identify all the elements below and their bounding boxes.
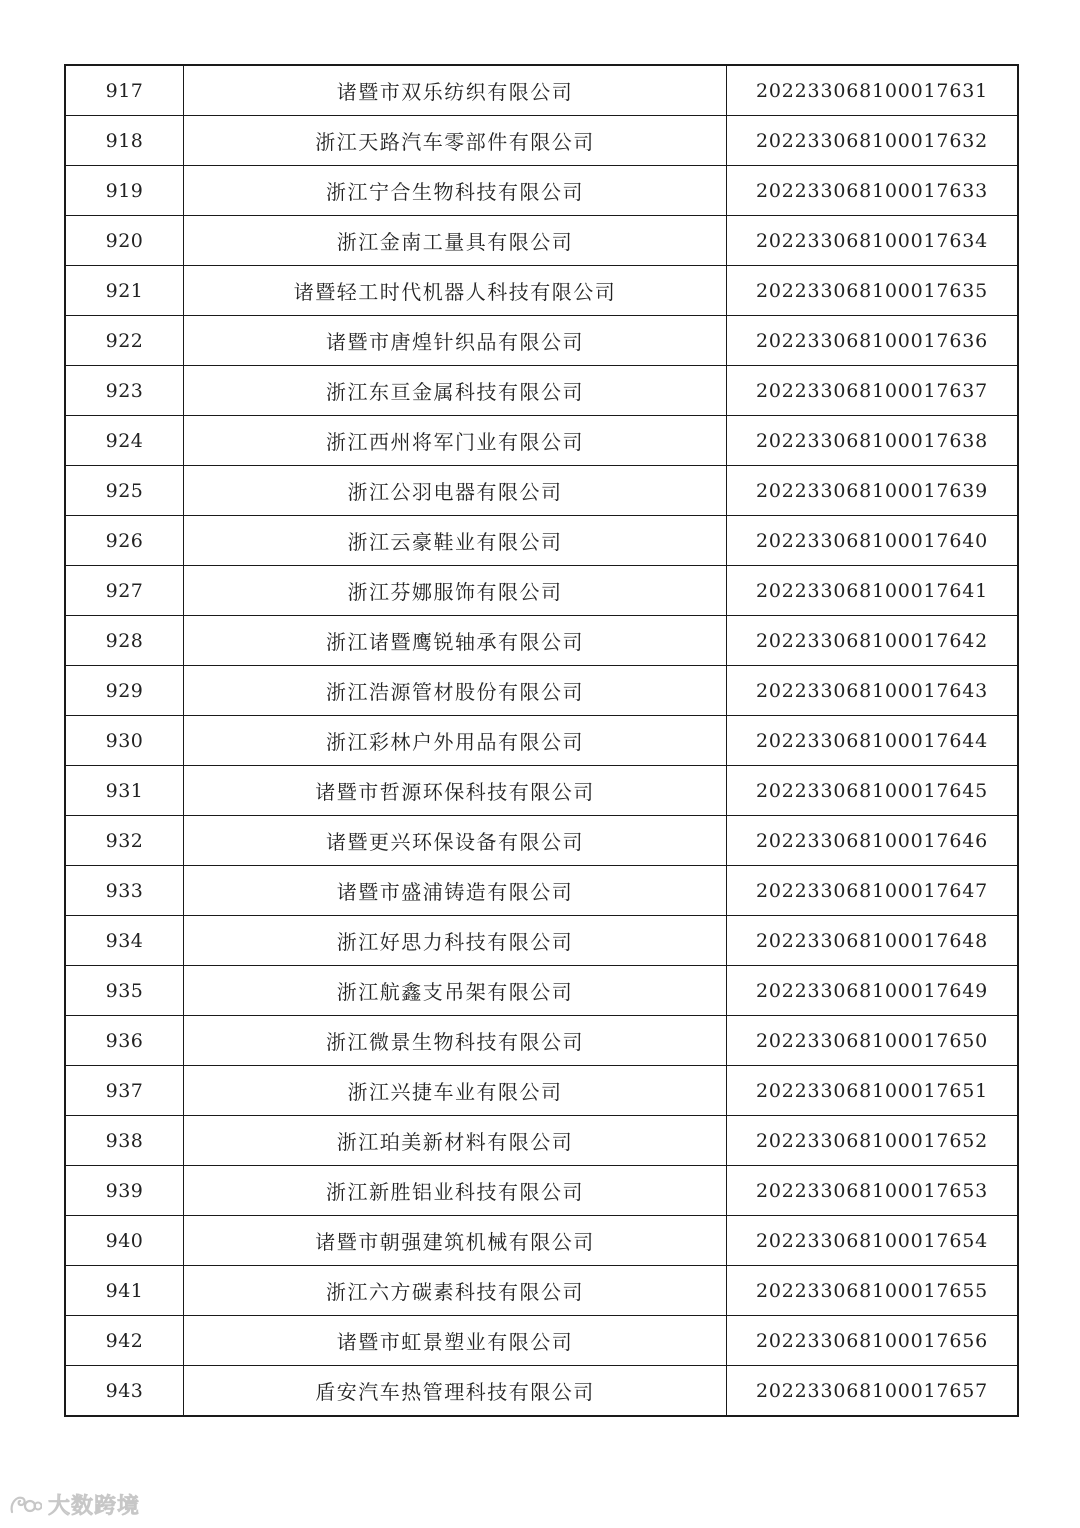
company-name-cell: 浙江芬娜服饰有限公司 <box>184 566 727 616</box>
serial-number-cell: 918 <box>65 116 184 166</box>
registration-code-cell: 202233068100017641 <box>727 566 1019 616</box>
registration-code-cell: 202233068100017650 <box>727 1016 1019 1066</box>
serial-number-cell: 933 <box>65 866 184 916</box>
company-name-cell: 浙江新胜铝业科技有限公司 <box>184 1166 727 1216</box>
table-row <box>65 1166 1018 1216</box>
table-row <box>65 816 1018 866</box>
registration-code-cell: 202233068100017653 <box>727 1166 1019 1216</box>
serial-number-cell: 939 <box>65 1166 184 1216</box>
serial-number-cell: 920 <box>65 216 184 266</box>
serial-number-cell: 924 <box>65 416 184 466</box>
company-name-cell: 浙江公羽电器有限公司 <box>184 466 727 516</box>
registration-code-cell: 202233068100017637 <box>727 366 1019 416</box>
table-row <box>65 1366 1018 1417</box>
company-name-cell: 诸暨轻工时代机器人科技有限公司 <box>184 266 727 316</box>
table-row <box>65 866 1018 916</box>
watermark-text: 大数跨境 <box>48 1494 141 1519</box>
registration-code-cell: 202233068100017634 <box>727 216 1019 266</box>
serial-number-cell: 934 <box>65 916 184 966</box>
registration-code-cell: 202233068100017640 <box>727 516 1019 566</box>
company-name-cell: 浙江天路汽车零部件有限公司 <box>184 116 727 166</box>
registration-code-cell: 202233068100017643 <box>727 666 1019 716</box>
table-row <box>65 1216 1018 1266</box>
table-row <box>65 716 1018 766</box>
registration-code-cell: 202233068100017638 <box>727 416 1019 466</box>
company-name-cell: 诸暨市虹景塑业有限公司 <box>184 1316 727 1366</box>
table-row <box>65 1116 1018 1166</box>
serial-number-cell: 943 <box>65 1366 184 1417</box>
company-registry-table <box>64 64 1019 1417</box>
table-row <box>65 566 1018 616</box>
table-row <box>65 266 1018 316</box>
registration-code-cell: 202233068100017656 <box>727 1316 1019 1366</box>
watermark <box>8 1489 140 1520</box>
table-row <box>65 916 1018 966</box>
registration-code-cell: 202233068100017632 <box>727 116 1019 166</box>
table-row <box>65 1266 1018 1316</box>
company-name-cell: 诸暨市盛浦铸造有限公司 <box>184 866 727 916</box>
table-row <box>65 466 1018 516</box>
serial-number-cell: 935 <box>65 966 184 1016</box>
table-row <box>65 166 1018 216</box>
registration-code-cell: 202233068100017639 <box>727 466 1019 516</box>
serial-number-cell: 923 <box>65 366 184 416</box>
table-row <box>65 216 1018 266</box>
table-row <box>65 416 1018 466</box>
registration-code-cell: 202233068100017635 <box>727 266 1019 316</box>
company-name-cell: 浙江西州将军门业有限公司 <box>184 416 727 466</box>
registration-code-cell: 202233068100017644 <box>727 716 1019 766</box>
table-body <box>65 65 1018 1416</box>
table-row <box>65 616 1018 666</box>
company-name-cell: 浙江云豪鞋业有限公司 <box>184 516 727 566</box>
registration-code-cell: 202233068100017645 <box>727 766 1019 816</box>
table-row <box>65 65 1018 116</box>
serial-number-cell: 932 <box>65 816 184 866</box>
serial-number-cell: 928 <box>65 616 184 666</box>
serial-number-cell: 937 <box>65 1066 184 1116</box>
registration-code-cell: 202233068100017631 <box>727 65 1019 116</box>
company-name-cell: 浙江诸暨鹰锐轴承有限公司 <box>184 616 727 666</box>
serial-number-cell: 925 <box>65 466 184 516</box>
company-name-cell: 诸暨市哲源环保科技有限公司 <box>184 766 727 816</box>
serial-number-cell: 917 <box>65 65 184 116</box>
registration-code-cell: 202233068100017649 <box>727 966 1019 1016</box>
table-row <box>65 316 1018 366</box>
company-name-cell: 浙江好思力科技有限公司 <box>184 916 727 966</box>
logo-icon <box>8 1492 42 1518</box>
table-row <box>65 116 1018 166</box>
serial-number-cell: 930 <box>65 716 184 766</box>
serial-number-cell: 936 <box>65 1016 184 1066</box>
table-row <box>65 1316 1018 1366</box>
registration-code-cell: 202233068100017646 <box>727 816 1019 866</box>
serial-number-cell: 919 <box>65 166 184 216</box>
company-name-cell: 浙江兴捷车业有限公司 <box>184 1066 727 1116</box>
table-row <box>65 1066 1018 1116</box>
company-name-cell: 浙江航鑫支吊架有限公司 <box>184 966 727 1016</box>
company-name-cell: 浙江彩林户外用品有限公司 <box>184 716 727 766</box>
company-name-cell: 诸暨更兴环保设备有限公司 <box>184 816 727 866</box>
serial-number-cell: 921 <box>65 266 184 316</box>
registration-code-cell: 202233068100017642 <box>727 616 1019 666</box>
table-row <box>65 766 1018 816</box>
company-name-cell: 诸暨市双乐纺织有限公司 <box>184 65 727 116</box>
serial-number-cell: 938 <box>65 1116 184 1166</box>
serial-number-cell: 940 <box>65 1216 184 1266</box>
company-name-cell: 浙江东亘金属科技有限公司 <box>184 366 727 416</box>
company-name-cell: 诸暨市朝强建筑机械有限公司 <box>184 1216 727 1266</box>
registration-code-cell: 202233068100017652 <box>727 1116 1019 1166</box>
company-name-cell: 浙江浩源管材股份有限公司 <box>184 666 727 716</box>
serial-number-cell: 922 <box>65 316 184 366</box>
serial-number-cell: 942 <box>65 1316 184 1366</box>
company-name-cell: 浙江微景生物科技有限公司 <box>184 1016 727 1066</box>
company-name-cell: 浙江六方碳素科技有限公司 <box>184 1266 727 1316</box>
registration-code-cell: 202233068100017633 <box>727 166 1019 216</box>
company-name-cell: 浙江宁合生物科技有限公司 <box>184 166 727 216</box>
company-name-cell: 盾安汽车热管理科技有限公司 <box>184 1366 727 1417</box>
serial-number-cell: 929 <box>65 666 184 716</box>
registration-code-cell: 202233068100017654 <box>727 1216 1019 1266</box>
registration-code-cell: 202233068100017636 <box>727 316 1019 366</box>
table-row <box>65 1016 1018 1066</box>
table-row <box>65 366 1018 416</box>
serial-number-cell: 941 <box>65 1266 184 1316</box>
registration-code-cell: 202233068100017648 <box>727 916 1019 966</box>
registration-code-cell: 202233068100017647 <box>727 866 1019 916</box>
registration-code-cell: 202233068100017655 <box>727 1266 1019 1316</box>
company-name-cell: 诸暨市唐煌针织品有限公司 <box>184 316 727 366</box>
serial-number-cell: 931 <box>65 766 184 816</box>
company-name-cell: 浙江珀美新材料有限公司 <box>184 1116 727 1166</box>
company-name-cell: 浙江金南工量具有限公司 <box>184 216 727 266</box>
table-row <box>65 516 1018 566</box>
table-row <box>65 966 1018 1016</box>
serial-number-cell: 927 <box>65 566 184 616</box>
table-row <box>65 666 1018 716</box>
serial-number-cell: 926 <box>65 516 184 566</box>
registration-code-cell: 202233068100017651 <box>727 1066 1019 1116</box>
registration-code-cell: 202233068100017657 <box>727 1366 1019 1417</box>
